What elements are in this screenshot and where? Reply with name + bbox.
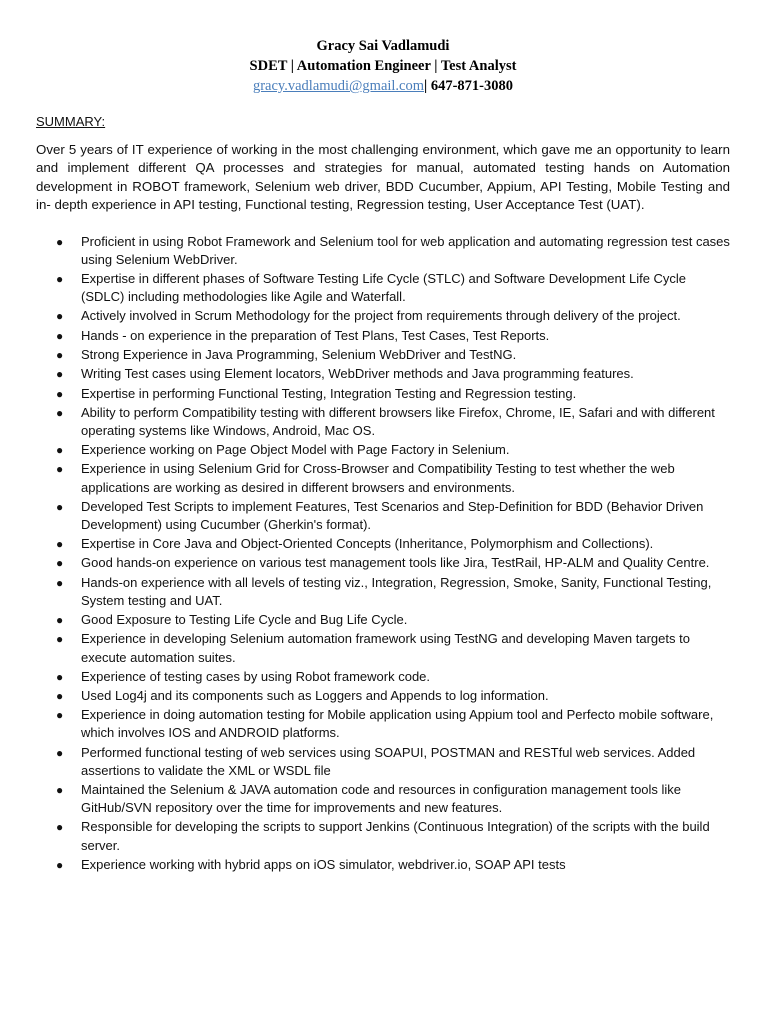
bullet-icon: ● bbox=[56, 613, 64, 628]
bullet-icon: ● bbox=[56, 272, 64, 286]
list-item bbox=[36, 441, 730, 459]
contact-line bbox=[36, 76, 730, 96]
list-item bbox=[36, 744, 730, 780]
list-item-text: Experience working with hybrid apps on iOS simulator, webdriver.io, SOAP API tests bbox=[81, 856, 566, 872]
list-item-text: Good Exposure to Testing Life Cycle and Bug Life Cycle. bbox=[81, 612, 408, 628]
list-item bbox=[36, 233, 730, 269]
list-item bbox=[36, 611, 730, 629]
bullet-icon: ● bbox=[56, 575, 64, 590]
list-item bbox=[36, 687, 730, 705]
resume-page bbox=[36, 36, 730, 875]
list-item-text: Experience in doing automation testing for Mobile application using Appium tool and Perfecto mobile software, which involves IOS and ANDROID platforms. bbox=[81, 707, 714, 741]
bullet-icon: ● bbox=[56, 669, 64, 684]
bullet-icon: ● bbox=[56, 328, 64, 343]
list-item bbox=[36, 346, 730, 364]
list-item-text: Ability to perform Compatibility testing with different browsers like Firefox, Chrome, IE, Safari and with different operating systems like Windows, Android, Mac OS. bbox=[81, 404, 715, 438]
list-item-text: Hands - on experience in the preparation of Test Plans, Test Cases, Test Reports. bbox=[81, 327, 550, 343]
list-item bbox=[36, 307, 730, 325]
bullet-icon: ● bbox=[56, 462, 64, 477]
list-item bbox=[36, 535, 730, 553]
list-item bbox=[36, 574, 730, 610]
bullet-icon: ● bbox=[56, 347, 64, 362]
bullet-icon: ● bbox=[56, 309, 64, 324]
bullet-icon: ● bbox=[56, 234, 64, 249]
resume-header bbox=[36, 36, 730, 96]
email-link[interactable]: gracy.vadlamudi@gmail.com bbox=[252, 78, 425, 94]
bullet-icon: ● bbox=[56, 857, 64, 872]
list-item bbox=[36, 270, 730, 306]
bullet-icon: ● bbox=[56, 405, 64, 420]
list-item bbox=[36, 630, 730, 666]
list-item-text: Responsible for developing the scripts to support Jenkins (Continuous Integration) of the scripts with the build server. bbox=[81, 819, 710, 853]
list-item-text: Expertise in performing Functional Testing, Integration Testing and Regression testing. bbox=[81, 385, 577, 401]
bullet-icon: ● bbox=[56, 820, 64, 835]
list-item-text: Used Log4j and its components such as Loggers and Appends to log information. bbox=[81, 688, 549, 704]
list-item-text: Maintained the Selenium & JAVA automation code and resources in configuration management tools like GitHub/SVN repository over the time for improvements and new features. bbox=[81, 782, 682, 816]
list-item bbox=[36, 404, 730, 440]
bullet-icon: ● bbox=[56, 708, 64, 723]
skills-list bbox=[36, 233, 730, 874]
list-item bbox=[36, 385, 730, 403]
bullet-icon: ● bbox=[56, 689, 64, 704]
list-item-text: Writing Test cases using Element locators, WebDriver methods and Java programming features. bbox=[81, 366, 634, 382]
bullet-icon: ● bbox=[56, 556, 64, 571]
bullet-icon: ● bbox=[56, 783, 64, 798]
candidate-title: SDET | Automation Engineer | Test Analyst bbox=[249, 58, 517, 74]
candidate-name: Gracy Sai Vadlamudi bbox=[316, 38, 450, 54]
list-item-text: Performed functional testing of web services using SOAPUI, POSTMAN and RESTful web services. Added assertions to validate the XML or WSDL file bbox=[81, 744, 696, 778]
bullet-icon: ● bbox=[56, 537, 64, 552]
list-item-text: Strong Experience in Java Programming, Selenium WebDriver and TestNG. bbox=[81, 346, 517, 362]
list-item-text: Experience in using Selenium Grid for Cross-Browser and Compatibility Testing to test whether the web applications are working as desired in different browsers and environments. bbox=[81, 461, 675, 495]
list-item-text: Developed Test Scripts to implement Features, Test Scenarios and Step-Definition for BDD (Behavior Driven Development) using Cucumber (Gherkin's format). bbox=[81, 498, 704, 532]
list-item bbox=[36, 706, 730, 742]
list-item bbox=[36, 327, 730, 345]
list-item bbox=[36, 781, 730, 817]
list-item-text: Experience of testing cases by using Robot framework code. bbox=[81, 668, 431, 684]
bullet-icon: ● bbox=[56, 443, 64, 458]
list-item bbox=[36, 668, 730, 686]
bullet-icon: ● bbox=[56, 745, 64, 760]
list-item-text: Proficient in using Robot Framework and Selenium tool for web application and automating regression test cases using Selenium WebDriver. bbox=[81, 233, 730, 267]
bullet-icon: ● bbox=[56, 386, 64, 401]
list-item-text: Good hands-on experience on various test management tools like Jira, TestRail, HP-ALM and Quality Centre. bbox=[81, 555, 710, 571]
list-item-text: Experience in developing Selenium automation framework using TestNG and developing Maven targets to execute automation suites. bbox=[81, 631, 690, 665]
list-item bbox=[36, 818, 730, 854]
bullet-icon: ● bbox=[56, 499, 64, 514]
list-item bbox=[36, 460, 730, 496]
list-item-text: Actively involved in Scrum Methodology for the project from requirements through delivery of the project. bbox=[81, 308, 681, 324]
list-item-text: Hands-on experience with all levels of testing viz., Integration, Regression, Smoke, Sanity, Functional Testing, System testing and UAT. bbox=[81, 574, 712, 608]
list-item-text: Expertise in Core Java and Object-Oriented Concepts (Inheritance, Polymorphism and Collections). bbox=[81, 536, 654, 552]
phone-number: | 647-871-3080 bbox=[424, 78, 514, 94]
bullet-icon: ● bbox=[56, 632, 64, 647]
summary-heading: SUMMARY: bbox=[36, 114, 106, 129]
summary-paragraph: Over 5 years of IT experience of working in the most challenging environment, which gave me an opportunity to learn and implement different QA processes and strategies for manual, automated testing hands on Automation development in ROBOT framework, Selenium web driver, BDD Cucumber, Appium, API Testing, Mobile Testing and in- depth experience in API testing, Functional testing, Regression testing, User Acceptance Test (UAT). bbox=[36, 142, 730, 213]
list-item-text: Expertise in different phases of Software Testing Life Cycle (STLC) and Software Development Life Cycle (SDLC) including methodologies like Agile and Waterfall. bbox=[81, 271, 687, 305]
list-item bbox=[36, 554, 730, 572]
list-item bbox=[36, 365, 730, 383]
list-item bbox=[36, 498, 730, 534]
list-item-text: Experience working on Page Object Model with Page Factory in Selenium. bbox=[81, 442, 510, 458]
bullet-icon: ● bbox=[56, 367, 64, 382]
list-item bbox=[36, 856, 730, 874]
